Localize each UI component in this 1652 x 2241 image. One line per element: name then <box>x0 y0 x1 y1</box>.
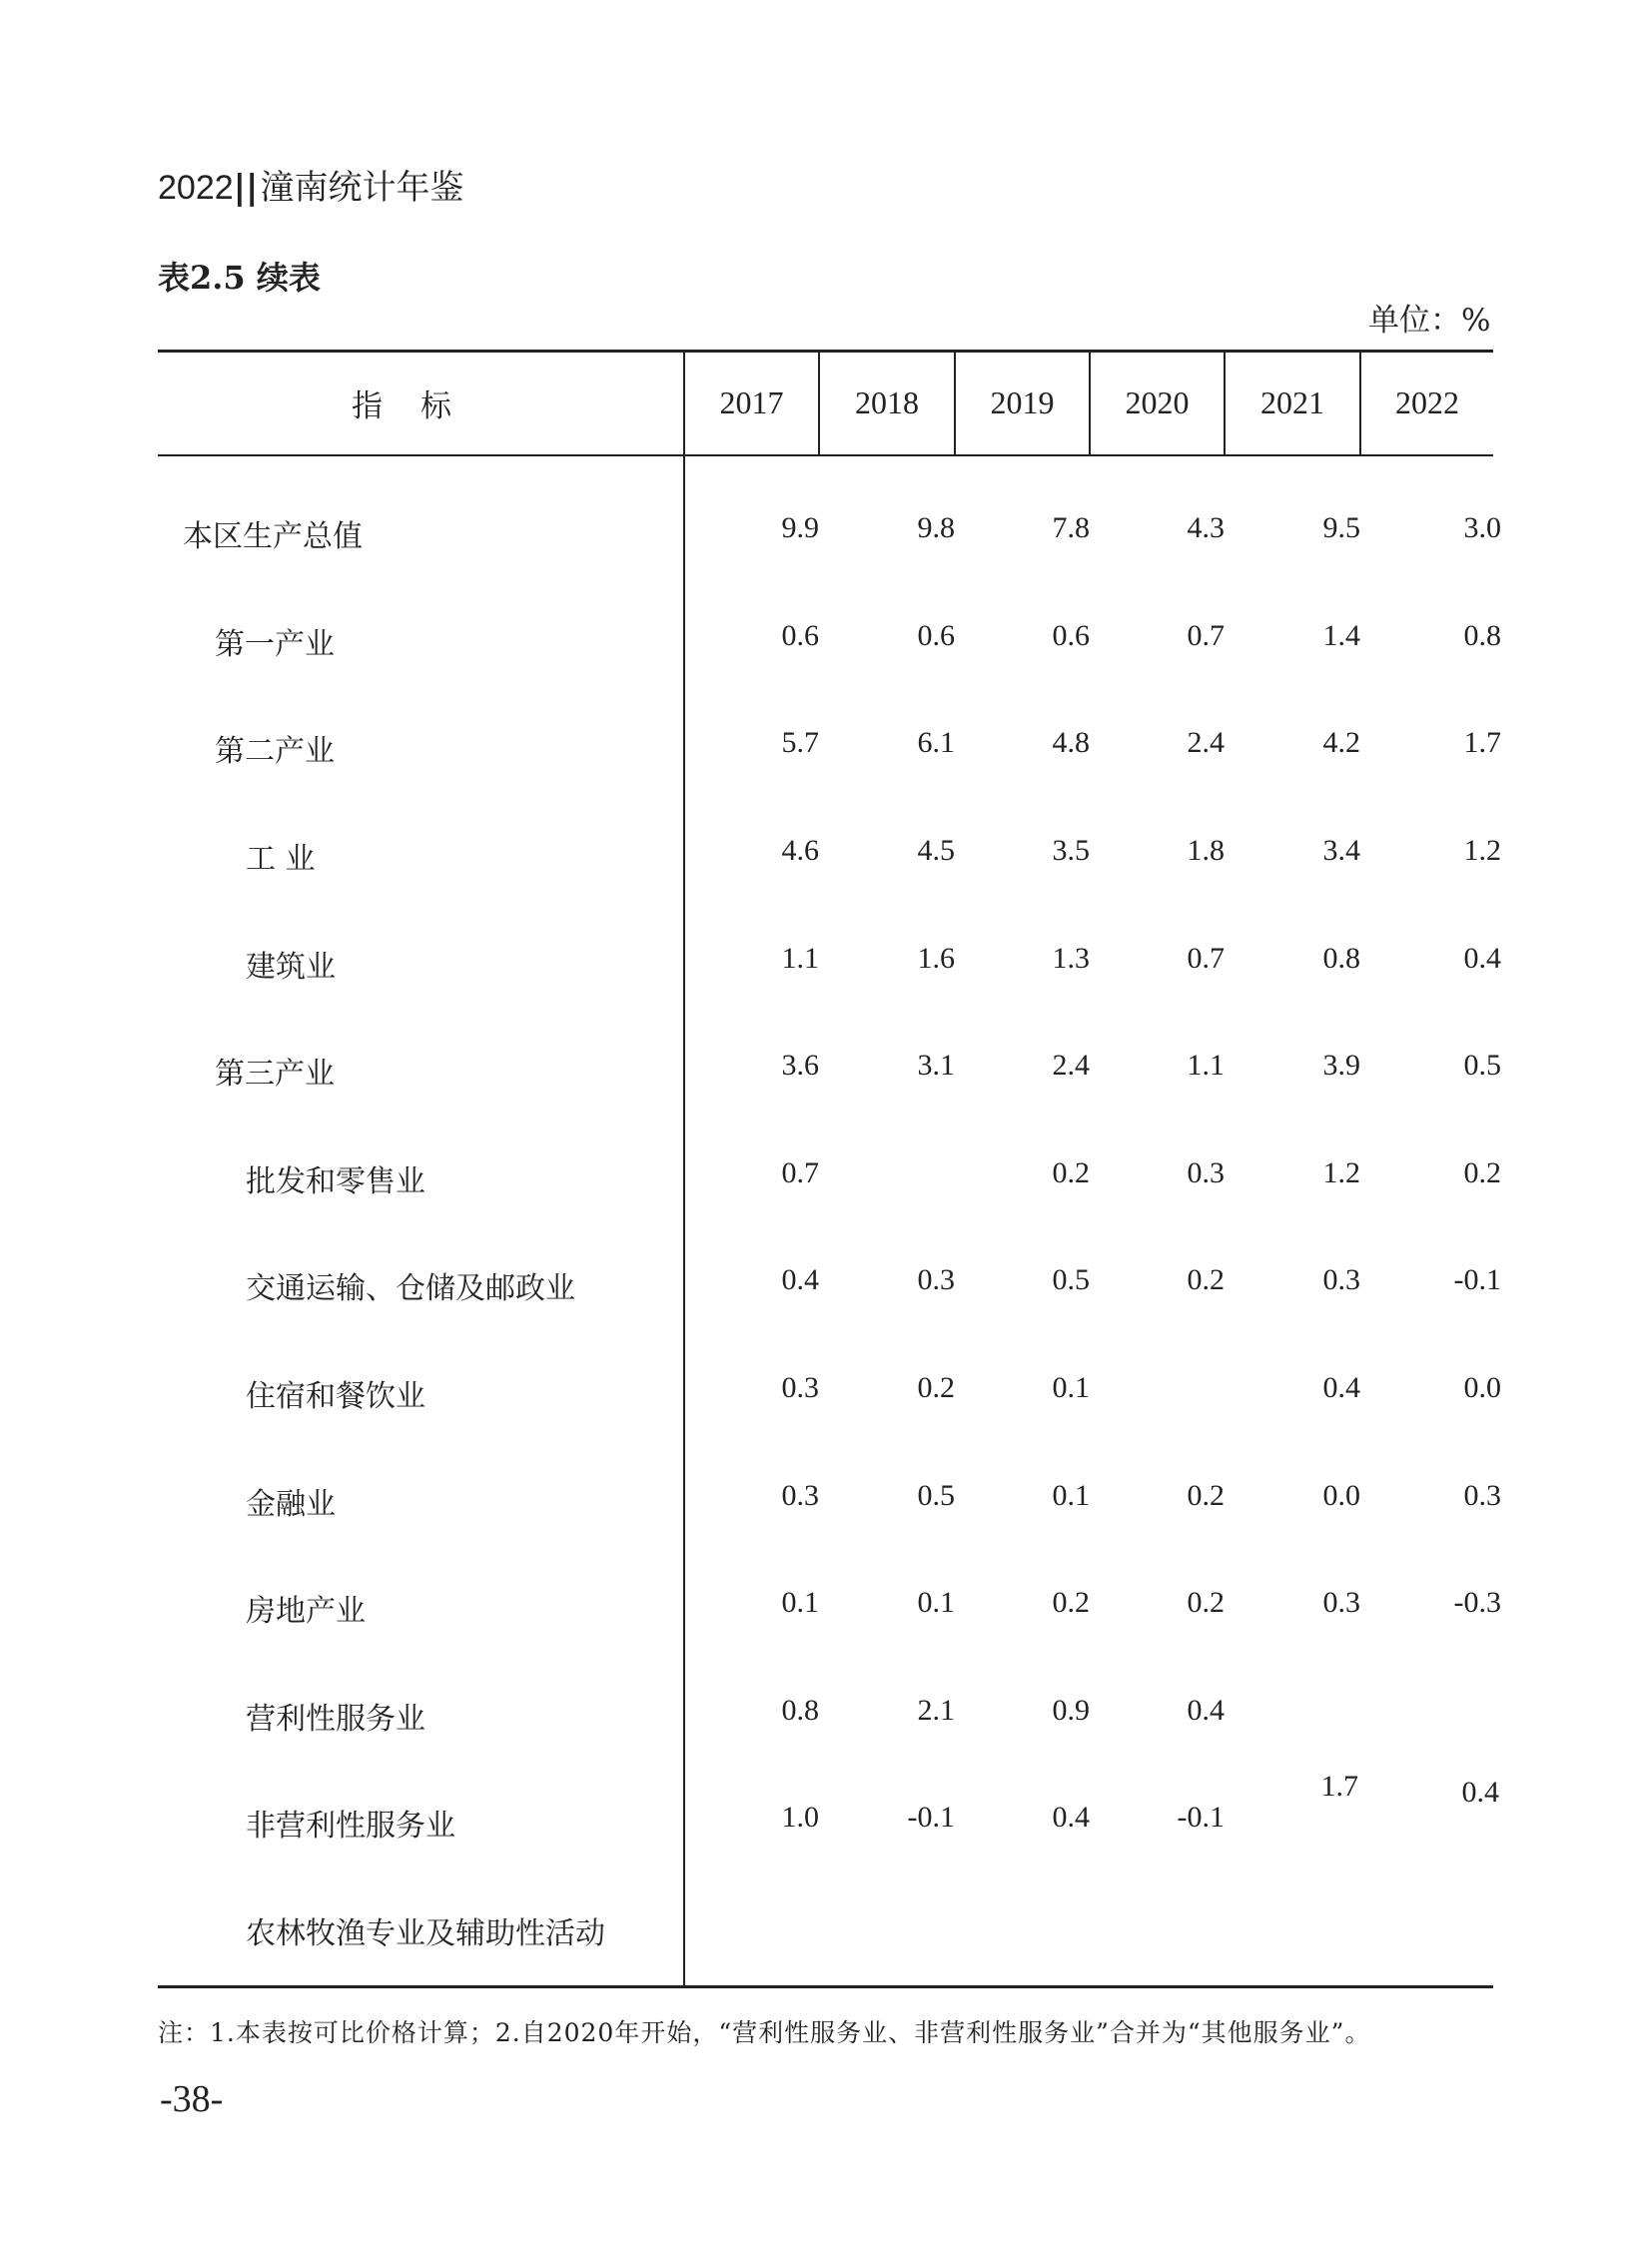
table-cell-2018: 3.1 <box>917 1049 955 1082</box>
table-cell-2018: 0.5 <box>917 1479 955 1512</box>
table-cell-2020: 1.8 <box>1187 834 1225 867</box>
row-label: 营利性服务业 <box>246 1702 425 1737</box>
table-cell-2019: 3.5 <box>1052 834 1090 867</box>
table-cell-2022: 0.4 <box>1463 942 1501 975</box>
table-cell-2017: 0.3 <box>781 1479 819 1512</box>
table-cell-2020: 0.3 <box>1187 1156 1225 1189</box>
table-cell-2018: 1.6 <box>917 942 955 975</box>
header-year-2017: 2017 <box>719 384 784 420</box>
merged-cell-2022: 0.4 <box>1461 1776 1499 1809</box>
table-cell-2022: -0.3 <box>1453 1586 1501 1619</box>
table-cell-2019: 0.1 <box>1052 1479 1090 1512</box>
table-cell-2021: 1.4 <box>1322 619 1360 652</box>
row-label: 住宿和餐饮业 <box>246 1379 425 1414</box>
table-cell-2018: 0.6 <box>917 619 955 652</box>
table-cell-2021: 4.2 <box>1322 726 1360 759</box>
table-cell-2017: 0.3 <box>781 1371 819 1404</box>
table-cell-2019: 2.4 <box>1052 1049 1090 1082</box>
table-cell-2022: 0.3 <box>1463 1479 1501 1512</box>
table-cell-2017: 3.6 <box>781 1049 819 1082</box>
table-cell-2019: 0.9 <box>1052 1694 1090 1727</box>
header-year-2019: 2019 <box>990 384 1055 420</box>
merged-cell-2021: 1.7 <box>1320 1770 1358 1803</box>
table-cell-2020: 4.3 <box>1187 511 1225 544</box>
row-label: 本区生产总值 <box>183 519 363 554</box>
table-cell-2020: 2.4 <box>1187 726 1225 759</box>
table-header-rule <box>158 454 1493 456</box>
table-cell-2017: 0.8 <box>781 1694 819 1727</box>
header-year-2022: 2022 <box>1395 384 1459 420</box>
table-cell-2020: 0.7 <box>1187 942 1225 975</box>
table-cell-2022: 1.7 <box>1463 726 1501 759</box>
table-cell-2022: 0.0 <box>1463 1371 1501 1404</box>
row-label: 房地产业 <box>246 1594 366 1629</box>
table-cell-2018: -0.1 <box>907 1801 955 1834</box>
table-bottom-rule <box>158 1985 1493 1988</box>
table-cell-2021: 0.3 <box>1322 1586 1360 1619</box>
table-cell-2017: 0.4 <box>781 1263 819 1296</box>
header-year: 2022 <box>158 169 234 207</box>
table-title: 表2.5 续表 <box>158 259 321 297</box>
table-cell-2017: 9.9 <box>781 511 819 544</box>
table-cell-2022: 1.2 <box>1463 834 1501 867</box>
table-cell-2019: 7.8 <box>1052 511 1090 544</box>
header-year-2018: 2018 <box>855 384 919 420</box>
table-cell-2017: 0.1 <box>781 1586 819 1619</box>
table-cell-2022: 0.8 <box>1463 619 1501 652</box>
row-label: 金融业 <box>246 1487 336 1522</box>
row-label: 交通运输、仓储及邮政业 <box>246 1271 575 1306</box>
table-cell-2019: 0.1 <box>1052 1371 1090 1404</box>
table-cell-2019: 0.4 <box>1052 1801 1090 1834</box>
table-cell-2021: 1.2 <box>1322 1156 1360 1189</box>
row-label: 建筑业 <box>246 950 336 985</box>
table-cell-2021: 3.9 <box>1322 1049 1360 1082</box>
table-cell-2019: 0.6 <box>1052 619 1090 652</box>
table-cell-2020: 0.2 <box>1187 1586 1225 1619</box>
table-cell-2019: 0.5 <box>1052 1263 1090 1296</box>
row-label: 第二产业 <box>215 734 335 769</box>
table-cell-2017: 1.0 <box>781 1801 819 1834</box>
header-indicator: 指标 <box>352 388 489 424</box>
row-label: 第一产业 <box>215 627 335 662</box>
table-cell-2019: 0.2 <box>1052 1586 1090 1619</box>
page-number: -38- <box>160 2078 224 2120</box>
table-cell-2017: 0.6 <box>781 619 819 652</box>
table-cell-2019: 1.3 <box>1052 942 1090 975</box>
header-year-2021: 2021 <box>1260 384 1324 420</box>
table-cell-2018: 0.3 <box>917 1263 955 1296</box>
table-cell-2020: 0.2 <box>1187 1263 1225 1296</box>
table-cell-2017: 0.7 <box>781 1156 819 1189</box>
table-cell-2021: 0.4 <box>1322 1371 1360 1404</box>
table-cell-2022: 0.2 <box>1463 1156 1501 1189</box>
table-cell-2018: 4.5 <box>917 834 955 867</box>
table-cell-2017: 5.7 <box>781 726 819 759</box>
table-cell-2020: 0.2 <box>1187 1479 1225 1512</box>
table-cell-2018: 2.1 <box>917 1694 955 1727</box>
table-cell-2021: 0.8 <box>1322 942 1360 975</box>
row-label: 农林牧渔专业及辅助性活动 <box>246 1916 605 1951</box>
table-cell-2018: 9.8 <box>917 511 955 544</box>
row-label: 批发和零售业 <box>246 1164 425 1199</box>
table-cell-2022: -0.1 <box>1453 1263 1501 1296</box>
table-cell-2018: 6.1 <box>917 726 955 759</box>
running-header <box>158 160 463 209</box>
header-book-title: 潼南统计年鉴 <box>260 168 464 208</box>
table-cell-2019: 4.8 <box>1052 726 1090 759</box>
table-cell-2020: 1.1 <box>1187 1049 1225 1082</box>
unit-label: 单位：% <box>1368 303 1491 339</box>
table-cell-2020: 0.4 <box>1187 1694 1225 1727</box>
table-cell-2020: -0.1 <box>1177 1801 1225 1834</box>
row-label: 非营利性服务业 <box>246 1809 455 1844</box>
stub-divider <box>683 352 685 1986</box>
table-footnote: 注：1.本表按可比价格计算；2.自2020年开始，“营利性服务业、非营利性服务业”合并为“其他服务业”。 <box>158 2018 1371 2047</box>
table-cell-2018: 0.2 <box>917 1371 955 1404</box>
table-cell-2019: 0.2 <box>1052 1156 1090 1189</box>
header-year-2020: 2020 <box>1125 384 1190 420</box>
table-cell-2020: 0.7 <box>1187 619 1225 652</box>
table-cell-2021: 0.3 <box>1322 1263 1360 1296</box>
table-cell-2022: 0.5 <box>1463 1049 1501 1082</box>
table-cell-2022: 3.0 <box>1463 511 1501 544</box>
table-cell-2021: 0.0 <box>1322 1479 1360 1512</box>
header-separator: || <box>233 168 259 208</box>
table-cell-2018: 0.1 <box>917 1586 955 1619</box>
table-cell-2017: 1.1 <box>781 942 819 975</box>
table-cell-2017: 4.6 <box>781 834 819 867</box>
row-label: 第三产业 <box>215 1057 335 1092</box>
table-cell-2021: 9.5 <box>1322 511 1360 544</box>
table-cell-2021: 3.4 <box>1322 834 1360 867</box>
row-label: 工 业 <box>246 842 316 877</box>
